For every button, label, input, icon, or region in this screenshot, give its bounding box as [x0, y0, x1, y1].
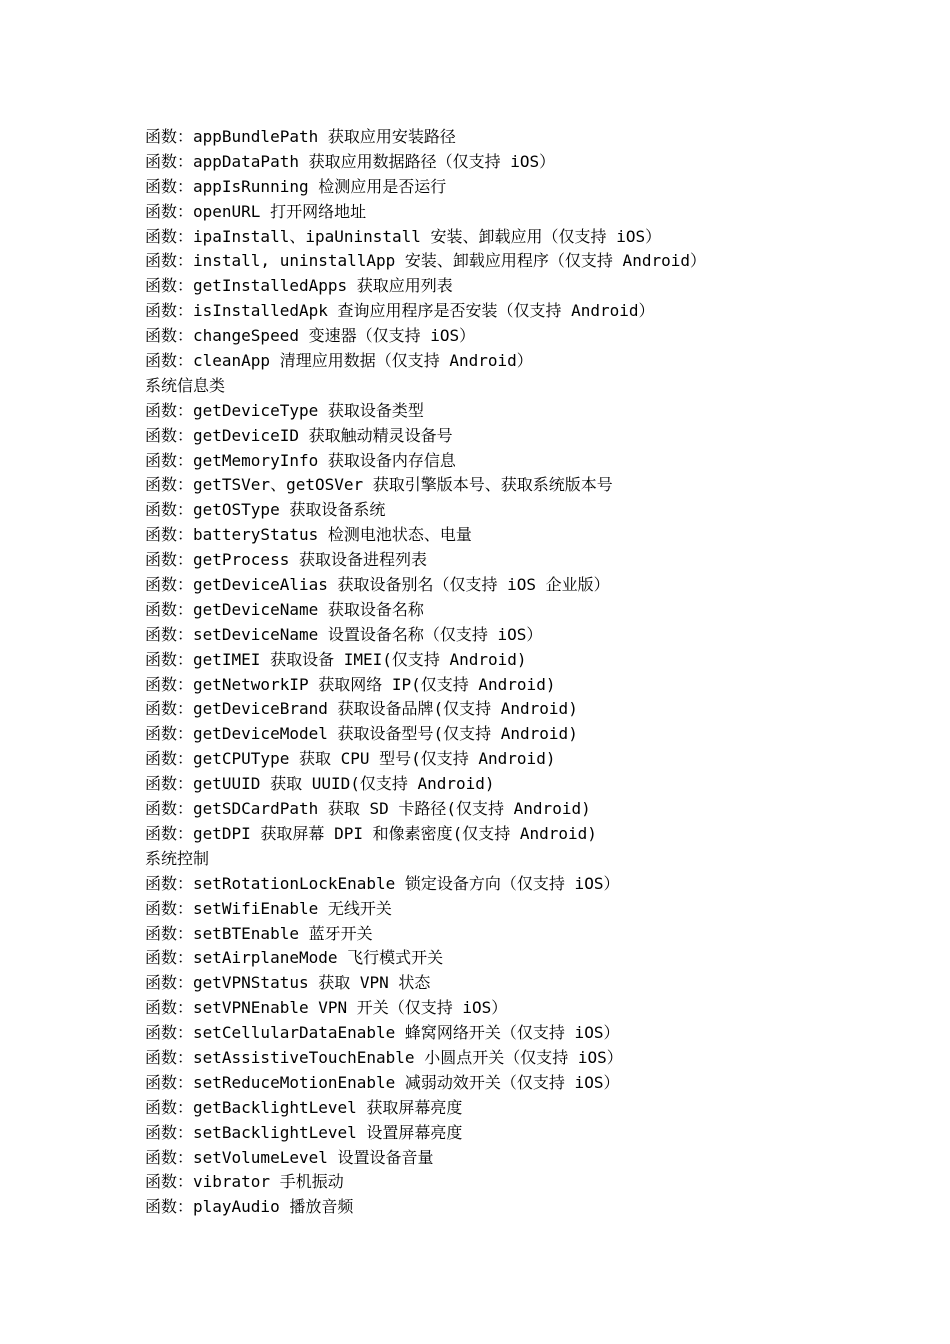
text-line: 函数：setRotationLockEnable 锁定设备方向（仅支持 iOS）	[145, 873, 620, 893]
text-line: 函数：setDeviceName 设置设备名称（仅支持 iOS）	[145, 624, 543, 644]
text-line: 函数：setCellularDataEnable 蜂窝网络开关（仅支持 iOS）	[145, 1023, 620, 1043]
text-line: 函数：getDeviceID 获取触动精灵设备号	[145, 425, 453, 445]
text-line: 函数：appDataPath 获取应用数据路径（仅支持 iOS）	[145, 151, 556, 171]
text-line: 函数：getTSVer、getOSVer 获取引擎版本号、获取系统版本号	[145, 475, 613, 495]
text-line: 函数：getSDCardPath 获取 SD 卡路径(仅支持 Android)	[145, 799, 591, 819]
text-line: 函数：setAssistiveTouchEnable 小圆点开关（仅支持 iOS）	[145, 1047, 623, 1067]
text-line: 函数：isInstalledApk 查询应用程序是否安装（仅支持 Android）	[145, 301, 655, 321]
text-line: 函数：cleanApp 清理应用数据（仅支持 Android）	[145, 351, 533, 371]
text-line: 函数：getDPI 获取屏幕 DPI 和像素密度(仅支持 Android)	[145, 823, 597, 843]
document-body	[145, 125, 925, 1220]
text-line: 函数：playAudio 播放音频	[145, 1197, 354, 1217]
text-line: 函数：getInstalledApps 获取应用列表	[145, 276, 453, 296]
section-heading: 系统信息类	[145, 375, 226, 395]
text-line: 函数：getOSType 获取设备系统	[145, 500, 386, 520]
text-line: 函数：getDeviceType 获取设备类型	[145, 400, 424, 420]
text-line: 函数：ipaInstall、ipaUninstall 安装、卸载应用（仅支持 iOS）	[145, 226, 662, 246]
text-line: 函数：vibrator 手机振动	[145, 1172, 344, 1192]
text-line: 函数：getDeviceModel 获取设备型号(仅支持 Android)	[145, 724, 578, 744]
text-line: 函数：getCPUType 获取 CPU 型号(仅支持 Android)	[145, 749, 556, 769]
text-line: 函数：getNetworkIP 获取网络 IP(仅支持 Android)	[145, 674, 556, 694]
section-heading: 系统控制	[145, 848, 210, 868]
text-line: 函数：appBundlePath 获取应用安装路径	[145, 127, 456, 146]
text-line: 函数：getDeviceName 获取设备名称	[145, 599, 424, 619]
text-line: 函数：setBTEnable 蓝牙开关	[145, 923, 373, 943]
text-line: 函数：getDeviceAlias 获取设备别名（仅支持 iOS 企业版）	[145, 575, 610, 595]
text-line: 函数：setVolumeLevel 设置设备音量	[145, 1147, 434, 1167]
text-line: 函数：getVPNStatus 获取 VPN 状态	[145, 973, 431, 993]
text-line: 函数：openURL 打开网络地址	[145, 201, 367, 221]
text-line: 函数：appIsRunning 检测应用是否运行	[145, 176, 447, 196]
text-line: 函数：getProcess 获取设备进程列表	[145, 550, 427, 570]
text-line: 函数：setAirplaneMode 飞行模式开关	[145, 948, 444, 968]
text-line: 函数：changeSpeed 变速器（仅支持 iOS）	[145, 326, 476, 346]
text-line: 函数：setReduceMotionEnable 减弱动效开关（仅支持 iOS）	[145, 1072, 620, 1092]
text-line: 函数：setBacklightLevel 设置屏幕亮度	[145, 1122, 463, 1142]
text-line: 函数：getMemoryInfo 获取设备内存信息	[145, 450, 456, 470]
text-line: 函数：batteryStatus 检测电池状态、电量	[145, 525, 472, 545]
text-line: 函数：getIMEI 获取设备 IMEI(仅支持 Android)	[145, 649, 527, 669]
text-line: 函数：getUUID 获取 UUID(仅支持 Android)	[145, 774, 495, 794]
text-line: 函数：getDeviceBrand 获取设备品牌(仅支持 Android)	[145, 699, 578, 719]
text-line: 函数：setWifiEnable 无线开关	[145, 898, 392, 918]
text-line: 函数：setVPNEnable VPN 开关（仅支持 iOS）	[145, 998, 508, 1018]
text-line: 函数：install, uninstallApp 安装、卸载应用程序（仅支持 Android）	[145, 251, 706, 271]
text-line: 函数：getBacklightLevel 获取屏幕亮度	[145, 1097, 463, 1117]
